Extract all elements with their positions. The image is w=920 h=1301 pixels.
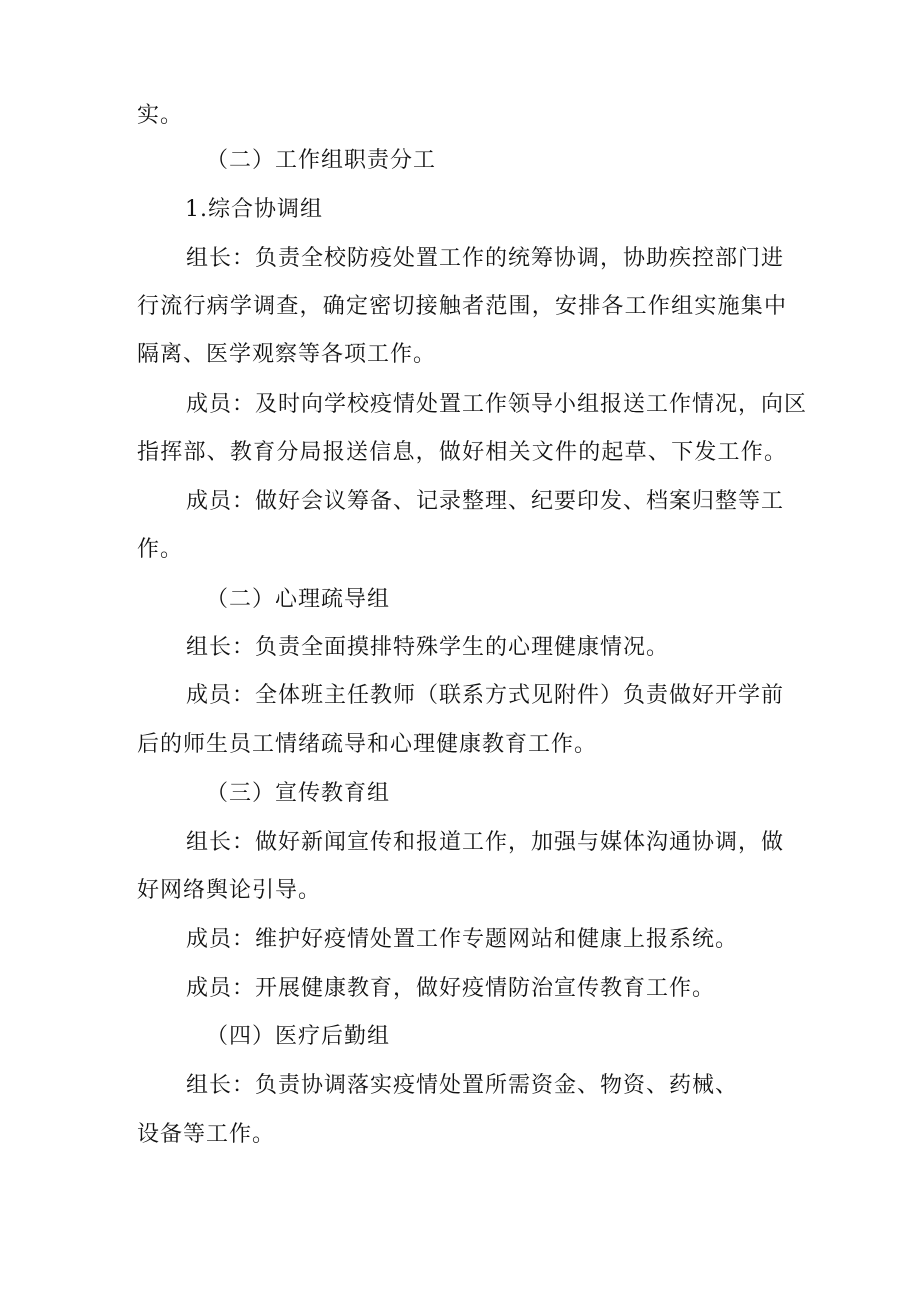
text-line: 指挥部、教育分局报送信息，做好相关文件的起草、下发工作。: [137, 440, 787, 465]
text-line: 作。: [137, 537, 184, 562]
text-line: 组长：负责全面摸排特殊学生的心理健康情况。: [186, 635, 670, 660]
text-line: 成员：及时向学校疫情处置工作领导小组报送工作情况，向区: [186, 392, 808, 417]
text-line: 好网络舆论引导。: [137, 878, 322, 903]
text-line: 成员：全体班主任教师（联系方式见附件）负责做好开学前: [186, 683, 785, 708]
section-heading: （二）工作组职责分工: [206, 148, 437, 173]
text-line: 行流行病学调查，确定密切接触者范围，安排各工作组实施集中: [137, 294, 787, 319]
text-line: 成员：维护好疫情处置工作专题网站和健康上报系统。: [186, 927, 739, 952]
text-line: 实。: [137, 103, 184, 128]
text-line: 组长：负责全校防疫处置工作的统筹协调，协助疾控部门进: [186, 246, 785, 271]
text-line: 组长：做好新闻宣传和报道工作，加强与媒体沟通协调，做: [186, 830, 785, 855]
section-heading: （二）心理疏导组: [206, 587, 391, 612]
section-heading: （四）医疗后勤组: [206, 1024, 391, 1049]
text-line: 后的师生员工情绪疏导和心理健康教育工作。: [137, 732, 598, 757]
text-line: 成员：开展健康教育，做好疫情防治宣传教育工作。: [186, 976, 716, 1001]
text-line: 隔离、医学观察等各项工作。: [137, 342, 437, 367]
text-line: 成员：做好会议筹备、记录整理、纪要印发、档案归整等工: [186, 489, 785, 514]
section-heading: （三）宣传教育组: [206, 781, 391, 806]
text-line: 组长：负责协调落实疫情处置所需资金、物资、药械、: [186, 1073, 739, 1098]
text-line: 设备等工作。: [137, 1122, 276, 1147]
subsection-heading: 1.综合协调组: [185, 197, 323, 222]
